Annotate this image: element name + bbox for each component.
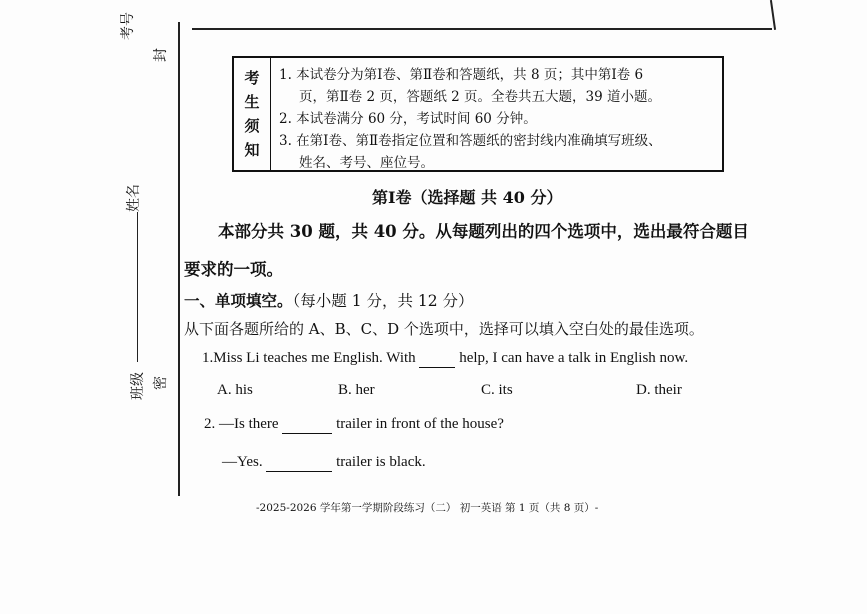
notice-label-char: 生	[244, 93, 260, 111]
notice-label-char: 须	[244, 117, 260, 135]
class-label: 班级	[130, 372, 146, 400]
part1-heading: 一、单项填空。	[184, 291, 293, 310]
question-2-line-2	[222, 454, 426, 472]
notice-item-3: 3. 在第Ⅰ卷、第Ⅱ卷指定位置和答题纸的密封线内准确填写班级、	[279, 133, 662, 149]
q2-blank-1[interactable]	[282, 416, 332, 434]
question-1-stem	[202, 350, 688, 368]
q1-stem-before: 1.Miss Li teaches me English. With	[202, 350, 416, 366]
q1-option-d[interactable]: D. their	[636, 382, 682, 398]
notice-label-char: 考	[244, 69, 260, 87]
q2-line1-after: trailer in front of the house?	[336, 416, 504, 432]
seal-label-2: 密	[153, 376, 169, 390]
q1-answer-blank[interactable]	[419, 350, 455, 368]
notice-label	[234, 58, 271, 170]
question-2-line-1	[204, 416, 504, 434]
q1-option-a[interactable]: A. his	[217, 382, 253, 398]
q1-option-b[interactable]: B. her	[338, 382, 375, 398]
notice-label-char: 知	[244, 141, 260, 159]
intro-line-2: 要求的一项。	[184, 260, 283, 279]
page-footer: -2025-2026 学年第一学期阶段练习（二） 初一英语 第 1 页（共 8 页）-	[256, 502, 599, 514]
binding-line	[178, 22, 180, 496]
q2-line2-after: trailer is black.	[336, 454, 426, 470]
notice-item-2: 2. 本试卷满分 60 分，考试时间 60 分钟。	[279, 111, 537, 127]
exam-number-label: 考号	[120, 12, 136, 40]
part1-instruction: 从下面各题所给的 A、B、C、D 个选项中，选择可以填入空白处的最佳选项。	[184, 320, 704, 338]
notice-item-1: 1. 本试卷分为第Ⅰ卷、第Ⅱ卷和答题纸，共 8 页；其中第Ⅰ卷 6	[279, 67, 644, 83]
notice-item-3-cont: 姓名、考号、座位号。	[299, 155, 434, 171]
q2-line2-before: —Yes.	[222, 454, 263, 470]
name-label: 姓名	[126, 184, 142, 212]
q2-blank-2[interactable]	[266, 454, 332, 472]
notice-items	[271, 58, 722, 170]
section-title: 第Ⅰ卷（选择题 共 40 分）	[372, 188, 563, 207]
part1-heading-row	[184, 289, 474, 311]
top-border	[192, 28, 772, 30]
name-write-line	[137, 212, 138, 362]
exam-notice-box	[232, 56, 724, 172]
right-edge-mark	[770, 0, 776, 30]
part1-heading-note: （每小题 1 分，共 12 分）	[292, 292, 474, 310]
notice-item-1-cont: 页，第Ⅱ卷 2 页，答题纸 2 页。全卷共五大题，39 道小题。	[299, 89, 661, 105]
seal-label-1: 封	[153, 48, 169, 62]
intro-line-1: 本部分共 30 题，共 40 分。从每题列出的四个选项中，选出最符合题目	[218, 222, 749, 241]
q1-stem-after: help, I can have a talk in English now.	[459, 350, 689, 366]
q2-line1-before: 2. —Is there	[204, 416, 279, 432]
q1-option-c[interactable]: C. its	[481, 382, 513, 398]
